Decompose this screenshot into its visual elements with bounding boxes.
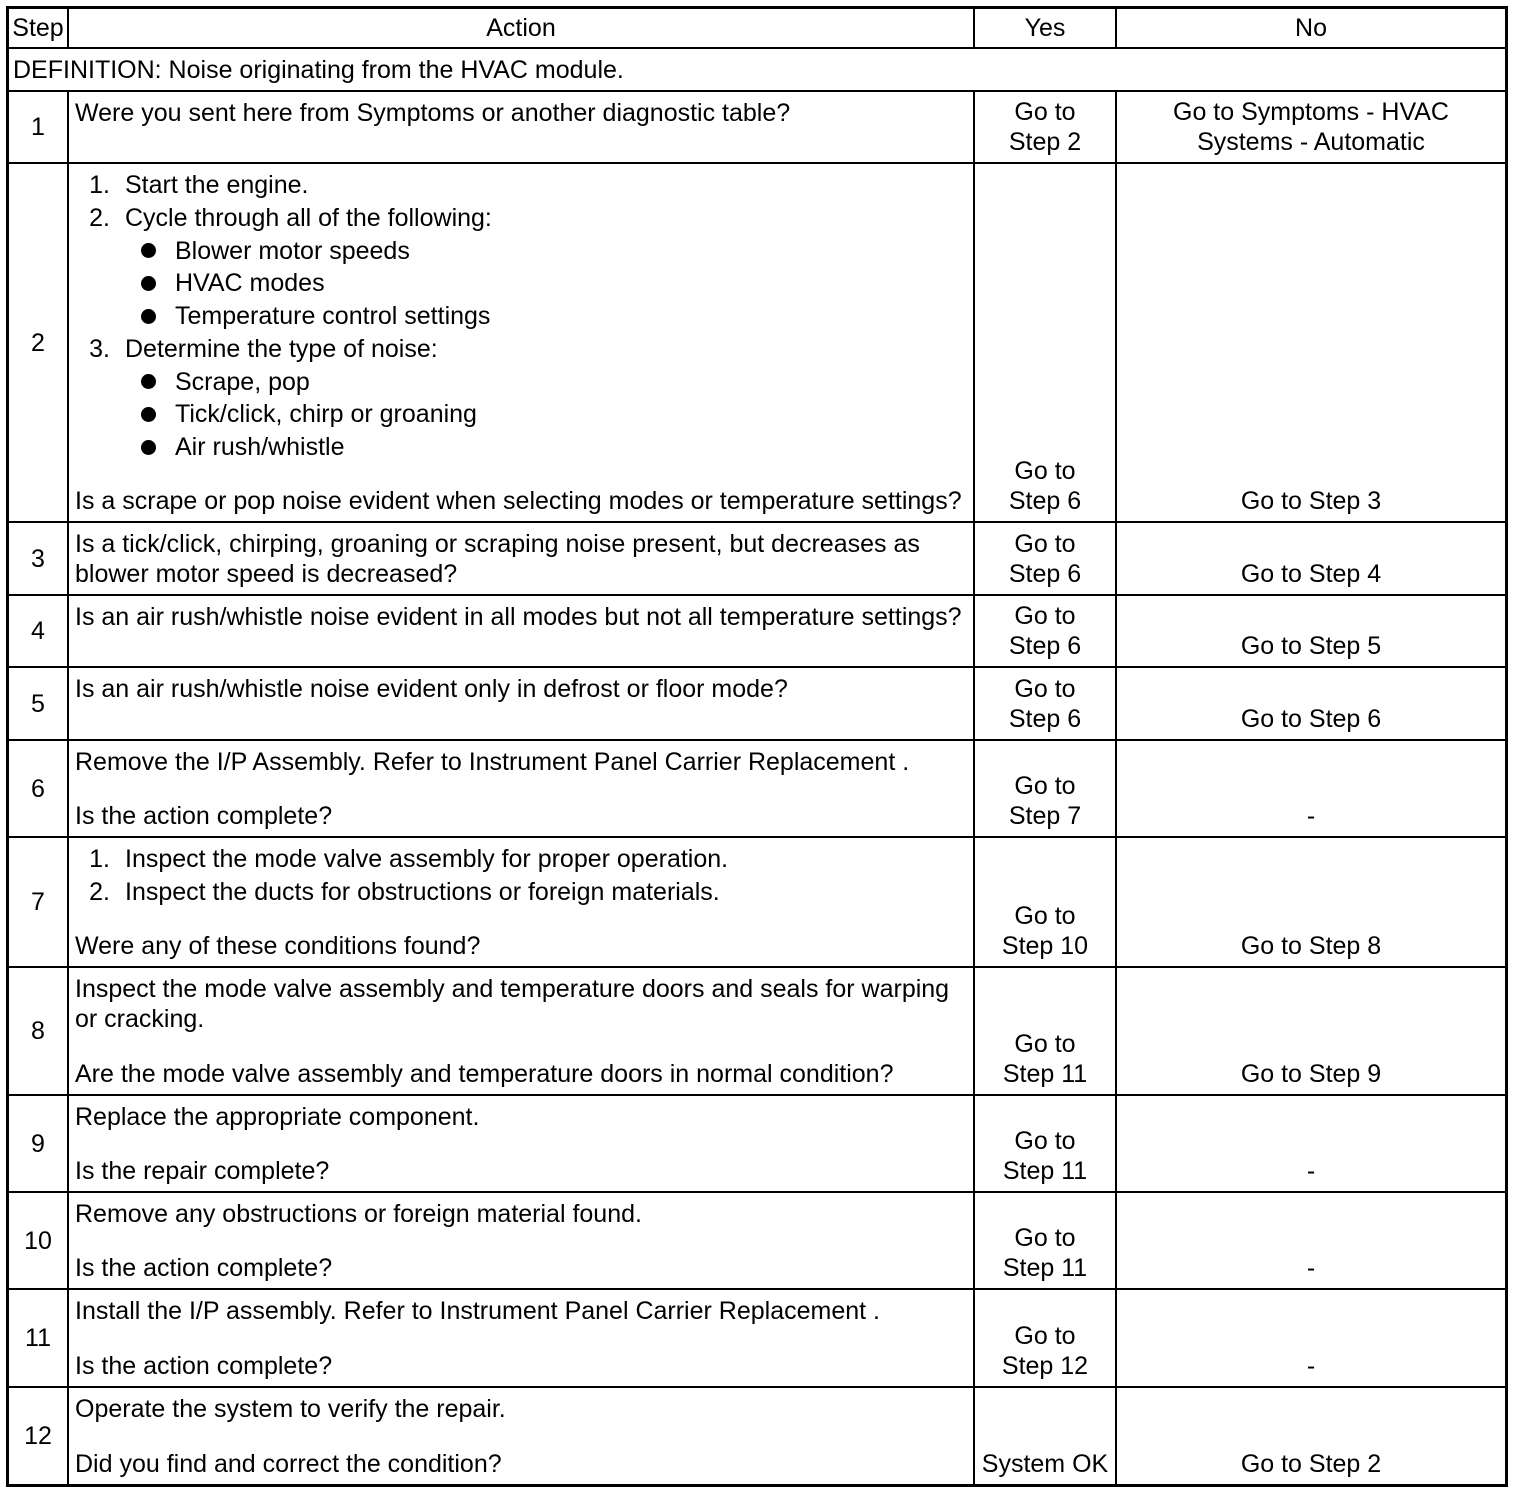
yes-cell [975,741,1115,836]
action-cell [69,1290,973,1386]
yes-result: Go to Step 7 [1008,772,1082,830]
instruction-list [75,844,967,910]
action-cell [69,164,973,521]
instruction-step [75,170,967,200]
bullet-icon [141,276,156,291]
instruction-text: Inspect the ducts for obstructions or foreign materials. [125,877,720,906]
yes-result: Go to Step 2 [1008,98,1082,156]
step-number: 10 [9,1193,67,1288]
instruction-text: Cycle through all of the following: [125,203,492,232]
instruction-step [75,203,967,233]
no-cell [1117,596,1505,666]
action-text: Is an air rush/whistle noise evident in all modes but not all temperature settings? [75,603,962,631]
header-no: No [1117,9,1505,47]
no-cell [1117,1193,1505,1288]
no-result: Go to Symptoms - HVAC Systems - Automatic [1173,98,1449,156]
step-number: 3 [9,523,67,594]
action-cell [69,92,973,162]
instruction-step [75,844,967,874]
no-result: Go to Step 5 [1240,632,1382,660]
step-marker: 2. [89,877,110,906]
step-number: 8 [9,968,67,1094]
yes-cell [975,1388,1115,1484]
bullet-item [75,399,967,429]
action-text: Is a tick/click, chirping, groaning or scraping noise present, but decreases as blower motor speed is decreased? [75,530,920,588]
bullet-icon [141,407,156,422]
no-result: Go to Step 2 [1240,1450,1382,1478]
instruction-step [75,334,967,364]
bullet-item [75,432,967,462]
no-result: - [1306,1352,1316,1380]
instruction-step [75,877,967,907]
diagnostic-table [6,6,1508,1487]
step-marker: 1. [89,845,110,873]
instruction-list [75,170,967,465]
header-yes: Yes [975,9,1115,47]
no-cell [1117,92,1505,162]
bullet-text: Tick/click, chirp or groaning [175,400,477,429]
action-text: Remove the I/P Assembly. Refer to Instrument Panel Carrier Replacement . [75,748,910,776]
question-text: Is a scrape or pop noise evident when selecting modes or temperature settings? [75,487,962,515]
question-text: Did you find and correct the condition? [75,1450,502,1478]
bullet-text: Temperature control settings [175,302,491,330]
yes-result: Go to Step 6 [1008,457,1082,515]
step-number: 11 [9,1290,67,1386]
yes-cell [975,1290,1115,1386]
yes-cell [975,968,1115,1094]
bullet-text: HVAC modes [175,269,325,298]
action-cell [69,1193,973,1288]
no-cell [1117,1388,1505,1484]
no-result: - [1306,1157,1316,1185]
question-text: Is the repair complete? [75,1157,330,1185]
no-cell [1117,741,1505,836]
no-result: Go to Step 6 [1240,705,1382,733]
instruction-text: Start the engine. [125,171,309,199]
step-number: 1 [9,92,67,162]
definition: DEFINITION: Noise originating from the HVAC module. [9,49,1505,90]
instruction-text: Determine the type of noise: [125,334,438,363]
bullet-icon [141,309,156,324]
no-result: - [1306,1254,1316,1282]
action-cell [69,523,973,594]
action-text: Operate the system to verify the repair. [75,1395,506,1423]
step-number: 12 [9,1388,67,1484]
no-cell [1117,838,1505,966]
yes-cell [975,1193,1115,1288]
no-cell [1117,164,1505,521]
header-step: Step [9,9,67,47]
step-marker: 1. [89,171,110,199]
step-number: 7 [9,838,67,966]
no-cell [1117,523,1505,594]
step-number: 5 [9,668,67,739]
bullet-text: Scrape, pop [175,367,310,396]
no-cell [1117,1290,1505,1386]
bullet-icon [141,440,156,455]
no-result: Go to Step 3 [1240,487,1382,515]
question-text: Is the action complete? [75,1254,333,1282]
action-cell [69,1388,973,1484]
action-text: Is an air rush/whistle noise evident only in defrost or floor mode? [75,675,788,703]
yes-result: Go to Step 11 [1002,1030,1088,1088]
yes-cell [975,596,1115,666]
yes-result: Go to Step 11 [1002,1127,1088,1185]
yes-cell [975,668,1115,739]
action-cell [69,838,973,966]
header-action: Action [69,9,973,47]
action-cell [69,1096,973,1191]
bullet-icon [141,243,156,258]
instruction-text: Inspect the mode valve assembly for proper operation. [125,845,729,873]
yes-cell [975,92,1115,162]
yes-result: Go to Step 11 [1002,1224,1088,1282]
step-number: 9 [9,1096,67,1191]
step-marker: 2. [89,203,110,232]
action-text: Were you sent here from Symptoms or another diagnostic table? [75,99,791,127]
question-text: Are the mode valve assembly and temperature doors in normal condition? [75,1060,894,1088]
yes-result: Go to Step 6 [1008,602,1082,660]
bullet-text: Air rush/whistle [175,433,345,461]
action-cell [69,968,973,1094]
step-number: 2 [9,164,67,521]
no-result: Go to Step 4 [1240,560,1382,588]
action-text: Install the I/P assembly. Refer to Instrument Panel Carrier Replacement . [75,1297,880,1325]
step-number: 4 [9,596,67,666]
bullet-item [75,236,967,266]
no-result: - [1306,802,1316,830]
bullet-item [75,301,967,331]
bullet-item [75,268,967,298]
action-cell [69,741,973,836]
action-cell [69,596,973,666]
no-result: Go to Step 9 [1240,1060,1382,1088]
no-cell [1117,668,1505,739]
yes-cell [975,838,1115,966]
yes-result: Go to Step 12 [1001,1322,1089,1380]
action-cell [69,668,973,739]
no-cell [1117,1096,1505,1191]
yes-result: Go to Step 6 [1008,530,1082,588]
step-marker: 3. [89,334,110,363]
question-text: Is the action complete? [75,802,333,830]
yes-result: System OK [981,1450,1109,1478]
question-text: Were any of these conditions found? [75,932,481,960]
action-text: Replace the appropriate component. [75,1103,480,1131]
yes-result: Go to Step 6 [1008,675,1082,733]
no-cell [1117,968,1505,1094]
yes-result: Go to Step 10 [1001,902,1089,960]
bullet-item [75,367,967,397]
bullet-icon [141,374,156,389]
yes-cell [975,164,1115,521]
yes-cell [975,1096,1115,1191]
action-text: Remove any obstructions or foreign material found. [75,1200,642,1228]
yes-cell [975,523,1115,594]
step-number: 6 [9,741,67,836]
no-result: Go to Step 8 [1240,932,1382,960]
bullet-text: Blower motor speeds [175,236,410,265]
question-text: Is the action complete? [75,1352,333,1380]
action-text: Inspect the mode valve assembly and temperature doors and seals for warping or cracking. [75,975,950,1033]
